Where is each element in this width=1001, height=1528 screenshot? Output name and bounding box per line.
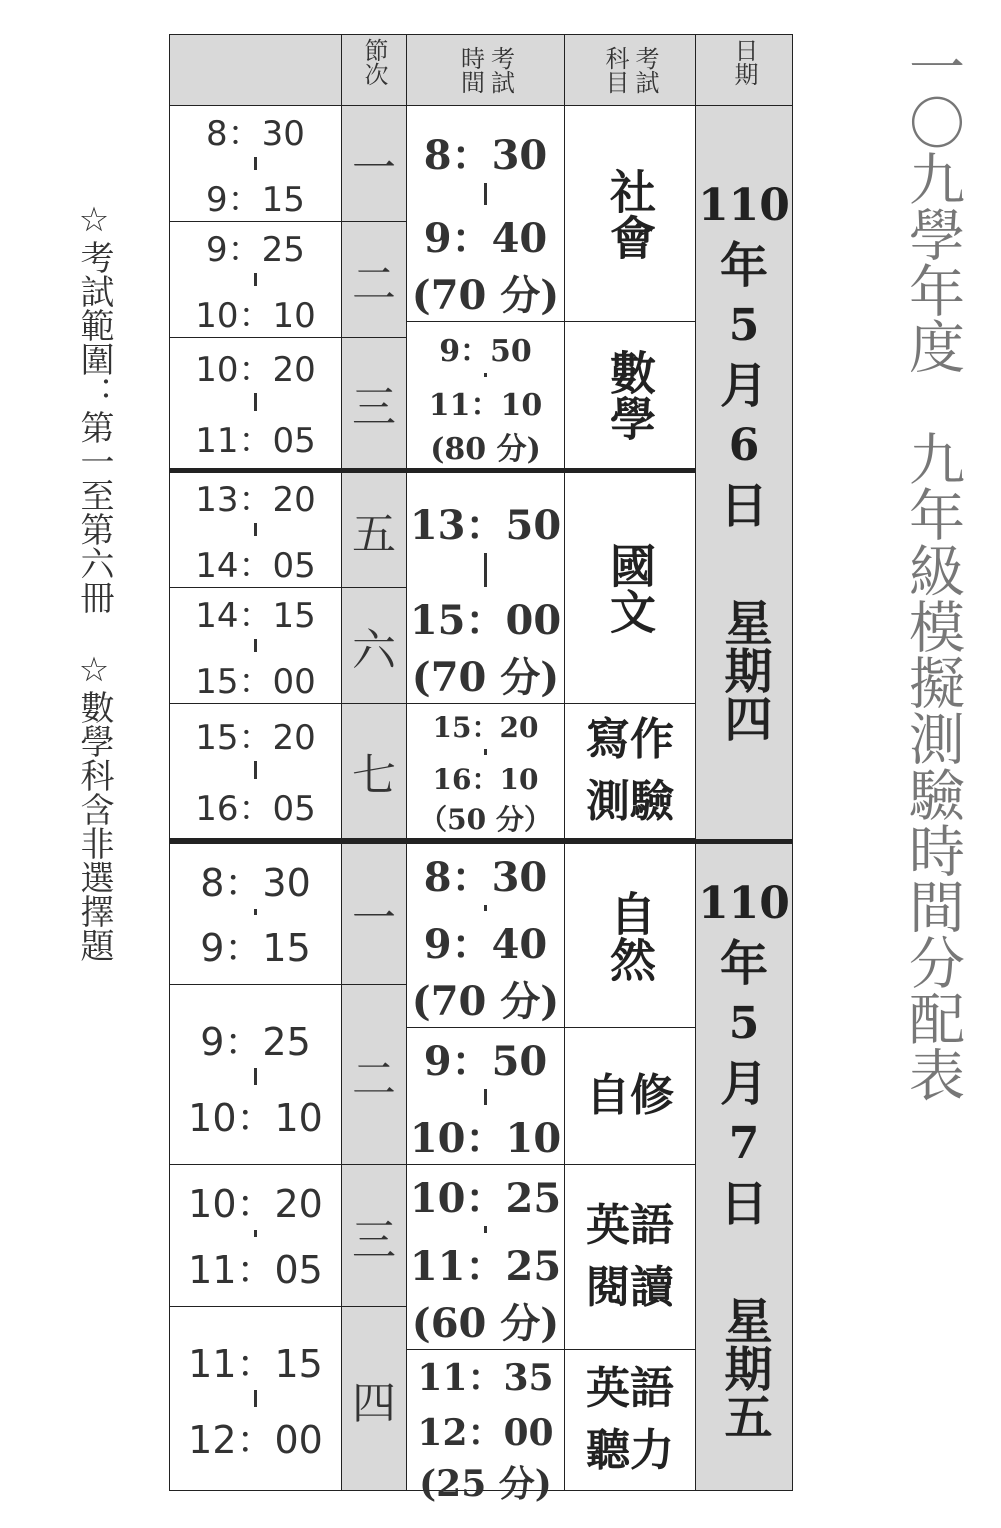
subject-social: 社會 bbox=[564, 105, 696, 322]
period-time-d1-6: 14：15 15：00 bbox=[169, 587, 342, 704]
header-exam-time bbox=[406, 34, 565, 106]
header-exam-time-col1: 考試 bbox=[486, 46, 515, 94]
date-day2: 110 年 5 月 7 日 星期五 bbox=[695, 843, 793, 1491]
header-exam-time-col2: 時間 bbox=[456, 46, 485, 94]
period-time-d2-1: 8：30 9：15 bbox=[169, 843, 342, 985]
note-exam-scope: ☆考試範圍：第一至第六冊 bbox=[74, 200, 114, 614]
subject-english-listening: 英語聽力 bbox=[564, 1349, 696, 1491]
exam-time-d1-writing: 15：20 16：10 （50 分） bbox=[406, 703, 565, 839]
header-exam-subject-col1: 考試 bbox=[631, 46, 659, 94]
period-number-d2-3: 三 bbox=[341, 1164, 407, 1307]
period-number-d1-7: 七 bbox=[341, 703, 407, 839]
exam-time-d1-chinese: 13：50 15：00 (70 分) bbox=[406, 471, 565, 704]
divider-afternoon bbox=[169, 468, 695, 473]
subject-english-reading: 英語閱讀 bbox=[564, 1164, 696, 1350]
period-number-d2-1: 一 bbox=[341, 843, 407, 985]
period-time-d2-2: 9：25 10：10 bbox=[169, 984, 342, 1165]
period-number-d1-3: 三 bbox=[341, 337, 407, 469]
subject-math: 數學 bbox=[564, 321, 696, 469]
exam-time-d1-math: 9：50 11：10 (80 分) bbox=[406, 321, 565, 469]
header-exam-subject-col2: 科目 bbox=[601, 46, 629, 94]
period-time-d1-2: 9：25 10：10 bbox=[169, 221, 342, 338]
exam-time-d1-social: 8：30 9：40 (70 分) bbox=[406, 105, 565, 322]
period-time-d2-4: 11：15 12：00 bbox=[169, 1306, 342, 1491]
header-date: 日期 bbox=[695, 34, 793, 106]
schedule-table bbox=[169, 34, 793, 1505]
period-number-d2-4: 四 bbox=[341, 1306, 407, 1491]
exam-time-d2-science: 8：30 9：40 (70 分) bbox=[406, 843, 565, 1028]
note-math: ☆數學科含非選擇題 bbox=[74, 650, 114, 962]
period-number-d2-2: 二 bbox=[341, 984, 407, 1165]
header-period: 節次 bbox=[341, 34, 407, 106]
period-time-d1-3: 10：20 11：05 bbox=[169, 337, 342, 469]
period-number-d1-1: 一 bbox=[341, 105, 407, 222]
period-time-d1-7: 15：20 16：05 bbox=[169, 703, 342, 839]
notes bbox=[72, 200, 122, 1230]
subject-chinese: 國文 bbox=[564, 471, 696, 704]
exam-time-d2-english-reading: 10：25 11：25 (60 分) bbox=[406, 1164, 565, 1350]
subject-writing-test: 寫作測驗 bbox=[564, 703, 696, 839]
subject-science: 自然 bbox=[564, 843, 696, 1028]
period-time-d2-3: 10：20 11：05 bbox=[169, 1164, 342, 1307]
header-blank bbox=[169, 34, 342, 106]
exam-time-d2-selfstudy: 9：50 10：10 bbox=[406, 1027, 565, 1165]
exam-time-d2-english-listening: 11：35 12：00 (25 分) bbox=[406, 1349, 565, 1491]
date-day1: 110 年 5 月 6 日 星期四 bbox=[695, 105, 793, 841]
page-title: 一〇九學年度 九年級模擬測驗時間分配表 bbox=[900, 38, 965, 1102]
period-number-d1-2: 二 bbox=[341, 221, 407, 338]
subject-selfstudy: 自修 bbox=[564, 1027, 696, 1165]
header-exam-subject bbox=[564, 34, 696, 106]
period-time-d1-1: 8：30 9：15 bbox=[169, 105, 342, 222]
period-number-d1-6: 六 bbox=[341, 587, 407, 704]
period-number-d1-5: 五 bbox=[341, 471, 407, 588]
period-time-d1-5: 13：20 14：05 bbox=[169, 471, 342, 588]
